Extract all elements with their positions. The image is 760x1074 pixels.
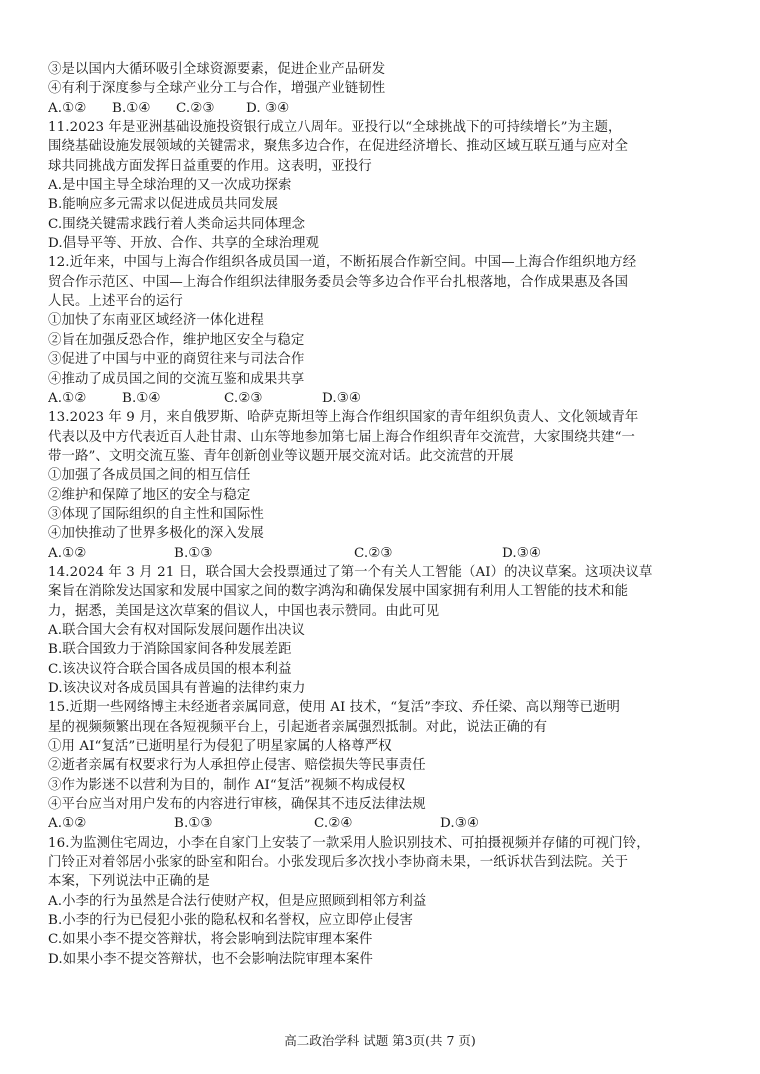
text-line: ④加快推动了世界多极化的深入发展 — [48, 526, 264, 542]
text-line: 案旨在消除发达国家和发展中国家之间的数字鸿沟和确保发展中国家拥有利用人工智能的技术和能 — [48, 584, 629, 600]
text-line: A.是中国主导全球治理的又一次成功探索 — [48, 178, 292, 194]
answer-option: B.①③ — [174, 545, 213, 561]
text-line: 门铃正对着邻居小张家的卧室和阳台。小张发现后多次找小李协商未果，一纸诉状告到法院。关于 — [48, 855, 629, 871]
answer-option: A.①② — [48, 390, 87, 406]
answer-option: A.①② — [48, 100, 87, 116]
text-line: ①加快了东南亚区域经济一体化进程 — [48, 313, 264, 329]
text-line: A.联合国大会有权对国际发展问题作出决议 — [48, 622, 305, 638]
text-line: 力，据悉，美国是这次草案的倡议人，中国也表示赞同。由此可见 — [48, 603, 440, 619]
text-line: 11.2023 年是亚洲基础设施投资银行成立八周年。亚投行以“全球挑战下的可持续增长”为主题， — [48, 120, 622, 136]
answer-option: C.②③ — [224, 390, 263, 406]
answer-option: B.①④ — [112, 100, 151, 116]
text-line: A.小李的行为虽然是合法行使财产权，但是应照顾到相邻方利益 — [48, 893, 427, 909]
answer-option: D.③④ — [502, 545, 541, 561]
answer-option: C.②③ — [176, 100, 215, 116]
answer-option: D.③④ — [440, 816, 479, 832]
answer-option: D.③④ — [322, 390, 361, 406]
text-line: ②逝者亲属有权要求行为人承担停止侵害、赔偿损失等民事责任 — [48, 758, 426, 774]
question-content — [48, 60, 716, 969]
text-line: 14.2024 年 3 月 21 日，联合国大会投票通过了第一个有关人工智能（AI）的决议草案。这项决议草 — [48, 564, 653, 580]
answer-option: B.①③ — [174, 816, 213, 832]
text-line: 球共同挑战方面发挥日益重要的作用。这表明，亚投行 — [48, 158, 372, 174]
text-line: B.联合国致力于消除国家间各种发展差距 — [48, 642, 292, 658]
text-line: ③是以国内大循环吸引全球资源要素，促进企业产品研发 — [48, 62, 386, 77]
text-line: 15.近期一些网络博主未经逝者亲属同意，使用 AI 技术，“复活”李玟、乔任梁、高以翔等已逝明 — [48, 700, 621, 716]
answer-option: A.①② — [48, 816, 87, 832]
text-line: ①加强了各成员国之间的相互信任 — [48, 468, 251, 484]
text-line: ①用 AI“复活”已逝明星行为侵犯了明星家属的人格尊严权 — [48, 739, 392, 755]
text-line: ④平台应当对用户发布的内容进行审核，确保其不违反法律法规 — [48, 797, 426, 813]
text-line: C.如果小李不提交答辩状，将会影响到法院审理本案件 — [48, 932, 373, 948]
answer-option: C.②④ — [314, 816, 353, 832]
text-line: 本案，下列说法中正确的是 — [48, 874, 210, 890]
text-line: 贸合作示范区、中国—上海合作组织法律服务委员会等多边合作平台扎根落地，合作成果惠及各国 — [48, 274, 629, 290]
text-line: 13.2023 年 9 月，来自俄罗斯、哈萨克斯坦等上海合作组织国家的青年组织负责人、文化领域青年 — [48, 410, 639, 426]
answer-option: D. ③④ — [246, 100, 290, 116]
answer-option: B.①④ — [122, 390, 161, 406]
text-line: D.倡导平等、开放、合作、共享的全球治理观 — [48, 236, 320, 252]
answer-options — [48, 389, 716, 408]
text-line: 12.近年来，中国与上海合作组织各成员国一道，不断拓展合作新空间。中国—上海合作组织地方经 — [48, 255, 637, 271]
text-line: C.该决议符合联合国各成员国的根本利益 — [48, 661, 292, 677]
text-line: D.如果小李不提交答辩状，也不会影响法院审理本案件 — [48, 951, 373, 967]
text-line: 16.为监测住宅周边，小李在自家门上安装了一款采用人脸识别技术、可拍摄视频并存储的可视门铃， — [48, 835, 650, 851]
answer-option: A.①② — [48, 545, 87, 561]
text-line: ④推动了成员国之间的交流互鉴和成果共享 — [48, 371, 305, 387]
text-line: 人民。上述平台的运行 — [48, 294, 183, 310]
page-footer: 高二政治学科 试题 第3页(共 7 页) — [284, 1033, 476, 1048]
answer-options — [48, 99, 716, 118]
text-line: ④有利于深度参与全球产业分工与合作，增强产业链韧性 — [48, 81, 386, 97]
text-line: ③促进了中国与中亚的商贸往来与司法合作 — [48, 352, 305, 368]
text-line: ②维护和保障了地区的安全与稳定 — [48, 487, 251, 503]
text-line: ②旨在加强反恐合作，维护地区安全与稳定 — [48, 332, 305, 348]
text-line: ③作为影迷不以营利为目的，制作 AI“复活”视频不构成侵权 — [48, 777, 406, 793]
text-line: C.围绕关键需求践行着人类命运共同体理念 — [48, 216, 306, 232]
text-line: B.能响应多元需求以促进成员共同发展 — [48, 197, 279, 213]
text-line: 围绕基础设施发展领域的关键需求，聚焦多边合作，在促进经济增长、推动区域互联互通与应对全 — [48, 139, 629, 155]
text-line: ③体现了国际组织的自主性和国际性 — [48, 506, 264, 522]
text-line: D.该决议对各成员国具有普遍的法律约束力 — [48, 681, 306, 696]
answer-option: C.②③ — [354, 545, 393, 561]
text-line: 星的视频频繁出现在各短视频平台上，引起逝者亲属强烈抵制。对此，说法正确的有 — [48, 719, 548, 735]
text-line: B.小李的行为已侵犯小张的隐私权和名誉权，应立即停止侵害 — [48, 913, 414, 929]
answer-options — [48, 814, 716, 833]
text-line: 代表以及中方代表近百人赴甘肃、山东等地参加第七届上海合作组织青年交流营，大家围绕共建“一 — [48, 429, 636, 445]
text-line: 带一路”、文明交流互鉴、青年创新创业等议题开展交流对话。此交流营的开展 — [48, 448, 514, 464]
answer-options — [48, 544, 716, 563]
